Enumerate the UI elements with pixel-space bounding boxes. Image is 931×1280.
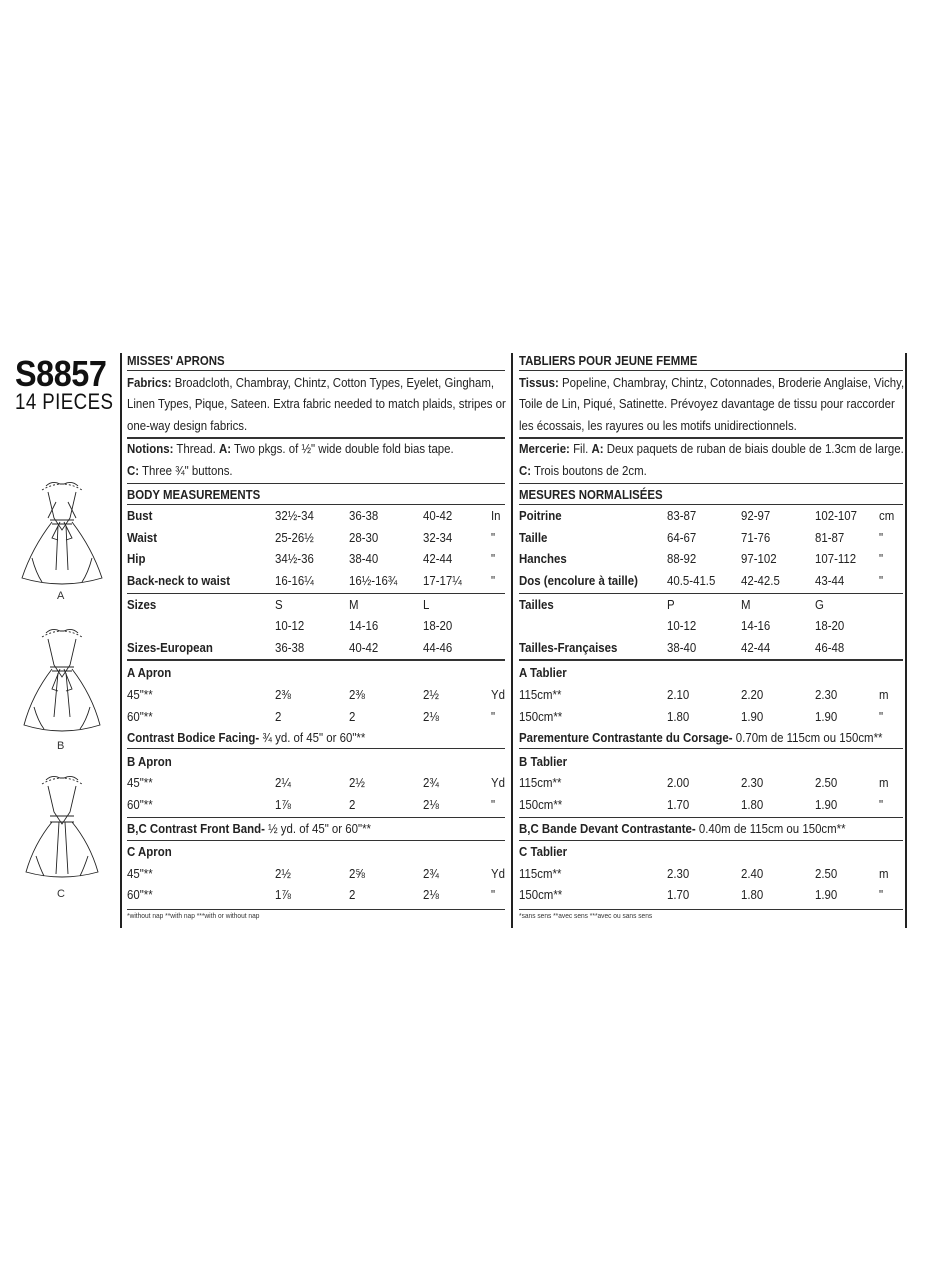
fabric-width: 60"** (127, 708, 153, 724)
sizes-label: Tailles (519, 596, 554, 612)
measurement-value: 28-30 (349, 529, 379, 545)
notions-text: Fil. (573, 441, 589, 457)
yardage-value: 2⅜ (275, 687, 291, 702)
measurement-unit: " (879, 551, 884, 567)
yardage-value: 2.30 (741, 775, 764, 791)
size-range: 18-20 (815, 618, 845, 634)
notions-text: Deux paquets de ruban de biais double de 1.3cm de large. (606, 441, 904, 457)
yardage-value: 2½ (275, 865, 291, 881)
euro-size: 44-46 (423, 639, 453, 655)
yardage-value: 1.90 (741, 708, 764, 724)
yardage-value: 2 (349, 797, 356, 812)
fabric-width: 45"** (127, 775, 153, 791)
view-a-sketch (12, 478, 112, 603)
yardage-value: 2.30 (815, 687, 838, 702)
sizes-rule (127, 659, 505, 660)
measurement-value: 102-107 (815, 508, 857, 524)
yardage-unit: " (491, 797, 496, 812)
measurement-value: 36-38 (349, 508, 379, 524)
left-rule (120, 353, 122, 928)
euro-sizes-label: Sizes-European (127, 639, 213, 655)
fabrics-text: Toile de Lin, Piqué, Satinette. Prévoyez davantage de tissu pour raccorder (519, 396, 895, 412)
measurement-label: Waist (127, 529, 158, 545)
fabric-width: 115cm** (519, 775, 562, 791)
contrast-band-label: B,C Contrast Front Band- (127, 820, 265, 836)
yardage-value: 2.30 (667, 865, 690, 881)
size-range: 14-16 (741, 618, 771, 634)
notions-label: Mercerie: (519, 441, 570, 457)
fabrics-label: Tissus: (519, 374, 559, 390)
size-letter: L (423, 596, 430, 612)
contrast-facing-text: ¾ yd. of 45" or 60"** (259, 730, 366, 746)
fabric-width: 150cm** (519, 887, 563, 903)
notions-text: Two pkgs. of ½" wide double fold bias tape. (234, 441, 454, 457)
pattern-number: S8857 (15, 353, 107, 394)
size-letter: M (349, 596, 359, 612)
fabrics-text: Popeline, Chambray, Chintz, Cotonnades, Broderie Anglaise, Vichy, (562, 374, 905, 390)
view-b-heading: B Apron (127, 753, 172, 769)
measurement-value: 38-40 (349, 551, 379, 567)
measurement-unit: cm (879, 508, 895, 524)
yardage-value: 2¾ (423, 775, 439, 791)
contrast-facing-text: 0.70m de 115cm ou 150cm** (732, 730, 883, 746)
yardage-value: 1⅞ (275, 887, 291, 903)
yardage-value: 2½ (423, 687, 439, 702)
yardage-value: 1.70 (667, 887, 690, 903)
fabrics-line (519, 372, 904, 394)
yardage-value: 1.80 (741, 887, 764, 903)
yardage-value: 1.80 (741, 797, 764, 812)
view-b-sketch (12, 625, 112, 750)
size-letter: G (815, 596, 824, 612)
euro-size: 40-42 (349, 639, 379, 655)
measurement-value: 107-112 (815, 551, 857, 567)
measurement-unit: In (491, 508, 501, 524)
notions-label: Notions: (127, 441, 174, 457)
yardage-unit: m (879, 687, 889, 702)
section-title: MISSES' APRONS (127, 353, 225, 368)
measurement-value: 16-16¼ (275, 573, 314, 588)
yardage-value: 2 (349, 887, 356, 903)
view-c-heading: C Tablier (519, 844, 568, 860)
view-a-rule (127, 748, 505, 749)
euro-size: 36-38 (275, 639, 305, 655)
view-a-heading: A Tablier (519, 665, 567, 681)
measurement-value: 40-42 (423, 508, 453, 524)
band-rule (519, 840, 903, 841)
yardage-value: 2⅛ (423, 708, 439, 724)
measurement-value: 17-17¼ (423, 573, 462, 588)
contrast-facing (127, 727, 365, 749)
notions-text: Thread. (176, 441, 216, 457)
measurement-value: 92-97 (741, 508, 771, 524)
yardage-value: 2 (349, 708, 356, 724)
view-c-heading: C Apron (127, 844, 172, 860)
size-range: 10-12 (275, 618, 305, 634)
yardage-value: 2.20 (741, 687, 764, 702)
euro-sizes-label: Tailles-Françaises (519, 639, 618, 655)
sizes-rule (519, 659, 903, 660)
contrast-facing (519, 727, 882, 749)
measurement-value: 97-102 (741, 551, 777, 567)
measurements-rule (127, 593, 505, 594)
measurement-unit: " (491, 551, 496, 567)
yardage-unit: " (491, 887, 496, 903)
contrast-facing-label: Parementure Contrastante du Corsage- (519, 730, 733, 746)
measurement-value: 16½-16¾ (349, 573, 398, 588)
measurement-value: 32½-34 (275, 508, 314, 524)
fabric-width: 150cm** (519, 708, 563, 724)
yardage-value: 2¾ (423, 865, 439, 881)
fabric-width: 60"** (127, 797, 153, 812)
yardage-value: 2.50 (815, 865, 838, 881)
measurement-value: 42-44 (423, 551, 453, 567)
view-label-a: A (57, 590, 65, 602)
view-a-rule (519, 748, 903, 749)
french-column (519, 350, 903, 930)
measurement-label: Dos (encolure à taille) (519, 573, 638, 588)
fabrics-label: Fabrics: (127, 374, 172, 390)
view-a-heading: A Apron (127, 665, 172, 681)
center-rule (511, 353, 513, 928)
footnote: *sans sens **avec sens ***avec ou sans sens (519, 911, 653, 920)
fabric-width: 115cm** (519, 865, 562, 881)
measurement-unit: " (491, 573, 496, 588)
yardage-value: 2.10 (667, 687, 690, 702)
measurement-unit: " (879, 573, 884, 588)
yardage-value: 1⅞ (275, 797, 291, 812)
section-title: TABLIERS POUR JEUNE FEMME (519, 353, 698, 368)
euro-size: 42-44 (741, 639, 771, 655)
measurement-value: 25-26½ (275, 529, 314, 545)
yardage-value: 2⅝ (349, 865, 365, 881)
yardage-value: 1.90 (815, 708, 838, 724)
yardage-value: 1.80 (667, 708, 690, 724)
measurement-label: Poitrine (519, 508, 562, 524)
measurement-value: 42-42.5 (741, 573, 780, 588)
notions-view: C: (127, 463, 140, 478)
measurement-unit: " (491, 529, 496, 545)
size-range: 14-16 (349, 618, 379, 634)
sizes-label: Sizes (127, 596, 157, 612)
contrast-facing-label: Contrast Bodice Facing- (127, 730, 260, 746)
yardage-value: 2¼ (275, 775, 291, 791)
measurement-value: 32-34 (423, 529, 453, 545)
yardage-value: 2.40 (741, 865, 764, 881)
fabric-width: 150cm** (519, 797, 563, 812)
notions-line (127, 460, 233, 482)
fabrics-text: les écossais, les rayures ou les motifs unidirectionnels. (519, 417, 797, 433)
fabrics-text: one-way design fabrics. (127, 417, 248, 433)
measurement-value: 88-92 (667, 551, 697, 567)
yardage-unit: " (879, 708, 884, 724)
contrast-band-text: ½ yd. of 45" or 60"** (264, 820, 371, 836)
piece-count: 14 PIECES (15, 389, 114, 414)
size-letter: M (741, 596, 751, 612)
yardage-value: 1.90 (815, 887, 838, 903)
notions-view: C: (519, 463, 532, 478)
measurement-label: Back-neck to waist (127, 573, 231, 588)
contrast-band-label: B,C Bande Devant Contrastante- (519, 820, 696, 836)
euro-size: 38-40 (667, 639, 697, 655)
yardage-value: 2.00 (667, 775, 690, 791)
view-label-b: B (57, 740, 65, 752)
yardage-unit: " (879, 797, 884, 812)
contrast-band (127, 818, 371, 840)
yardage-value: 2⅜ (349, 687, 365, 702)
measurement-value: 34½-36 (275, 551, 314, 567)
notions-view: A: (219, 441, 232, 457)
fabrics-text: Broadcloth, Chambray, Chintz, Cotton Types, Eyelet, Gingham, (174, 374, 495, 390)
view-b-heading: B Tablier (519, 753, 568, 769)
notions-view: A: (591, 441, 604, 457)
measurement-label: Hip (127, 551, 146, 567)
size-range: 10-12 (667, 618, 697, 634)
yardage-value: 2⅛ (423, 797, 439, 812)
fabric-width: 115cm** (519, 687, 562, 702)
yardage-unit: m (879, 865, 889, 881)
notions-text: Three ¾" buttons. (142, 463, 233, 478)
measurement-unit: " (879, 529, 884, 545)
size-letter: P (667, 596, 675, 612)
notions-line (519, 438, 904, 460)
fabric-width: 45"** (127, 687, 153, 702)
yardage-value: 1.90 (815, 797, 838, 812)
measurement-value: 83-87 (667, 508, 697, 524)
measurement-value: 81-87 (815, 529, 845, 545)
measurement-label: Taille (519, 529, 548, 545)
right-rule (905, 353, 907, 928)
euro-size: 46-48 (815, 639, 845, 655)
measurement-value: 71-76 (741, 529, 771, 545)
notions-text: Trois boutons de 2cm. (534, 463, 647, 478)
fabrics-line (127, 372, 494, 394)
english-column (127, 350, 507, 930)
measurement-value: 40.5-41.5 (667, 573, 716, 588)
view-c-sketch (12, 772, 112, 892)
yardage-unit: " (879, 887, 884, 903)
footnote: *without nap **with nap ***with or without nap (127, 911, 260, 920)
yardage-value: 2½ (349, 775, 365, 791)
measurements-rule (519, 593, 903, 594)
yardage-value: 2⅛ (423, 887, 439, 903)
body-measurements-heading: MESURES NORMALISÉES (519, 486, 663, 502)
contrast-band (519, 818, 846, 840)
yardage-unit: Yd (491, 775, 505, 791)
size-range: 18-20 (423, 618, 453, 634)
yardage-value: 2 (275, 708, 282, 724)
measurement-value: 43-44 (815, 573, 845, 588)
fabric-width: 45"** (127, 865, 153, 881)
fabrics-text: Linen Types, Pique, Sateen. Extra fabric needed to match plaids, stripes or (127, 396, 506, 412)
measurement-label: Bust (127, 508, 153, 524)
yardage-unit: Yd (491, 865, 505, 881)
yardage-unit: m (879, 775, 889, 791)
measurement-label: Hanches (519, 551, 567, 567)
yardage-unit: Yd (491, 687, 505, 702)
yardage-value: 1.70 (667, 797, 690, 812)
contrast-band-text: 0.40m de 115cm ou 150cm** (695, 820, 846, 836)
size-letter: S (275, 596, 283, 612)
body-measurements-heading: BODY MEASUREMENTS (127, 486, 261, 502)
yardage-value: 2.50 (815, 775, 838, 791)
notions-line (519, 460, 647, 482)
band-rule (127, 840, 505, 841)
notions-line (127, 438, 454, 460)
yardage-unit: " (491, 708, 496, 724)
measurement-value: 64-67 (667, 529, 697, 545)
fabric-width: 60"** (127, 887, 153, 903)
view-label-c: C (57, 888, 65, 900)
